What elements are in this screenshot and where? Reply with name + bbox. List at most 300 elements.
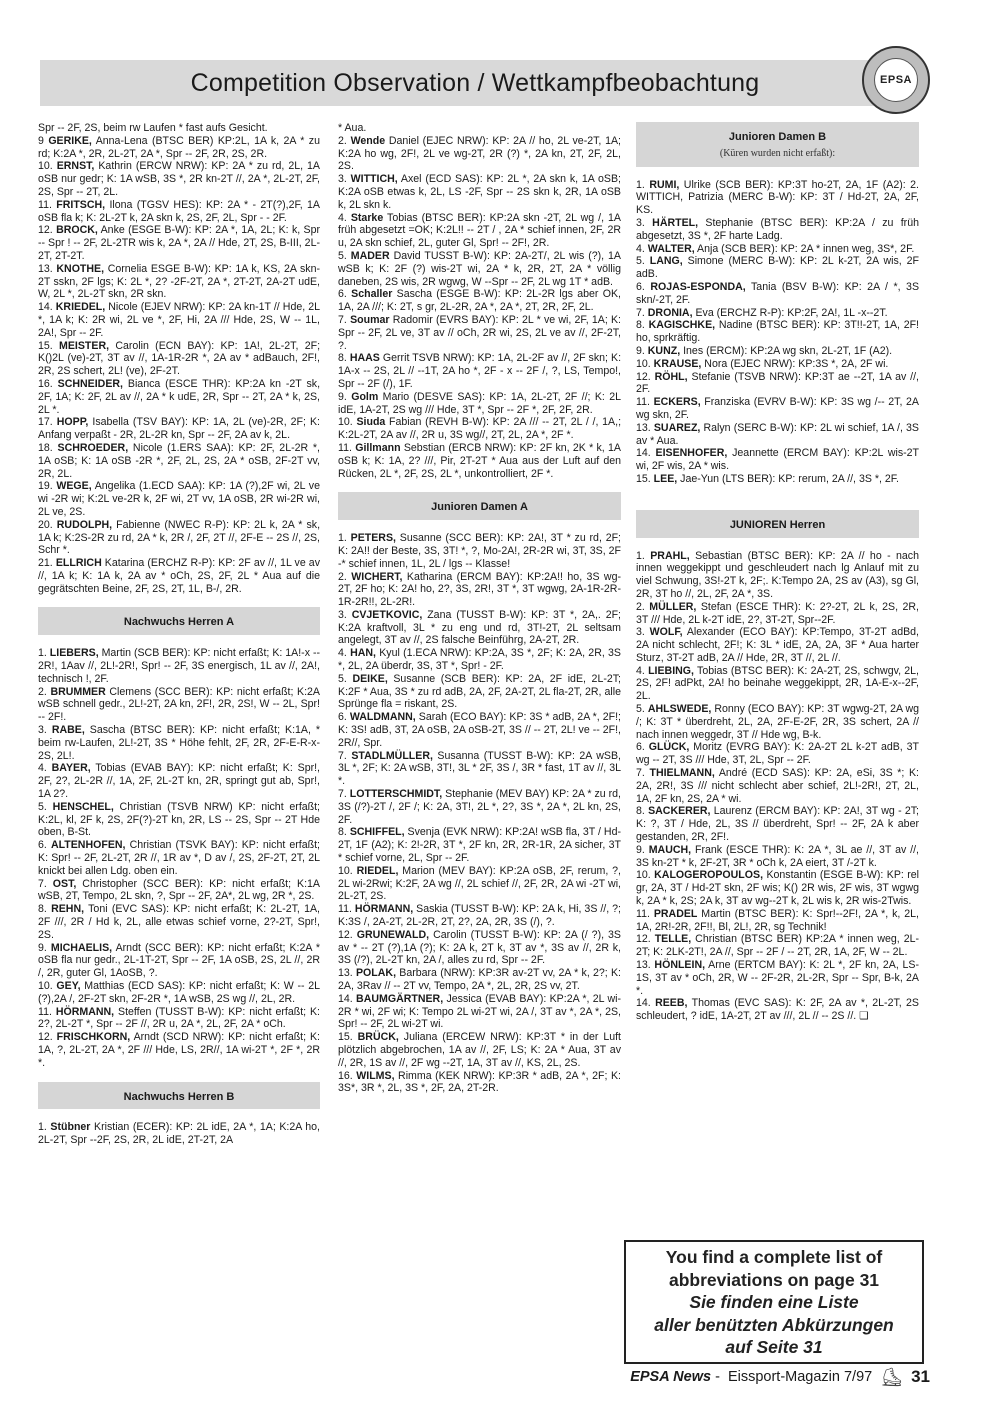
- skater-name: WITTICH,: [350, 173, 398, 186]
- skater-name: GRUNEWALD,: [356, 928, 430, 941]
- entry-number: 11.: [636, 907, 654, 920]
- notice-german-line-2: aller benützten Abkürzungen: [654, 1314, 894, 1335]
- entry-number: 9.: [38, 941, 51, 954]
- entry-number: 3.: [338, 608, 352, 621]
- entry: [38, 878, 320, 904]
- entry-text: Marion (MEV BAY): KP:2A oSB, 2F, rerum, ?, 2L wi-2Rwi; K:2F, 2A wg //, 2L schief //, 2F, 2R, 2A wi -2T wi, 2L-2T, 2S.: [338, 864, 621, 903]
- entry-text: Christian (BTSC BER) KP:2A * innen weg, 2L-2T; K: 2LK-2T!, 2A //, Spr -- 2F / -- 2T, 2R, 1A, 2F, W -- 2L.: [636, 933, 920, 959]
- entry-number: 7.: [338, 313, 351, 326]
- entry-number: 4.: [338, 211, 351, 224]
- skater-name: BAYER,: [51, 762, 91, 775]
- entry-text: Anja (SCB BER): KP: 2A * innen weg, 3S*, 2F.: [694, 242, 915, 255]
- skater-icon: ⛸: [880, 1366, 904, 1387]
- skater-name: RÖHL,: [654, 370, 688, 383]
- entry-text: Isabella (TSV BAY): KP: 1A, 2L (ve)-2R, 2F; K: Anfang verpaßt - 2R, 2L-2R kn, Spr -- 2F, 2A av k, 2L.: [38, 416, 320, 442]
- skater-name: PRADEL: [653, 907, 698, 920]
- skater-name: Golm: [351, 390, 379, 403]
- abbreviations-notice: [624, 1240, 924, 1364]
- entry: [636, 844, 919, 870]
- skater-name: RUMI,: [649, 178, 680, 191]
- entry-text: Arne (ERTCM BAY): K: 2L *, 2F kn, 2A, LS-1S, 3T av * oCh, 2R, W -- 2F-2R, 2L-2R, Spr -- Spr, B-k, 2A *.: [636, 959, 919, 997]
- entry-number: 9.: [636, 344, 648, 357]
- entry-number: 10.: [636, 357, 654, 370]
- entry-number: 12.: [636, 933, 655, 946]
- skater-name: KALOGEROPOULOS,: [654, 869, 764, 882]
- column-3: [636, 122, 919, 1023]
- entry-number: 1.: [38, 1121, 51, 1134]
- entry-number: 4.: [338, 647, 351, 660]
- skater-name: MEISTER,: [59, 339, 110, 352]
- entry-number: 15.: [38, 339, 60, 352]
- entry-text: Nadine (BTSC BER): KP: 3T!!-2T, 1A, 2F! ho, sprkräftig.: [636, 319, 920, 345]
- entry: [636, 396, 919, 422]
- entry-text: Svenja (EVK NRW): KP:2A! wSB fla, 3T / Hd-2T, 1F (A2); K: 2!-2R, 3T *, 2F kn, 2R, 2R-1R, 2A sicher, 3T * schief vorne, 2L, Spr -- 2F.: [338, 826, 622, 865]
- entry: [338, 1070, 621, 1096]
- entry-number: 11.: [38, 1005, 56, 1018]
- skater-name: HENSCHEL,: [52, 800, 114, 813]
- entry-text: Katharina (ERCM BAY): KP:2A!! ho, 3S wg-2T, 2F ho; K: 2A! ho, 2?, 3S, 2R!, 3T *, 3T wgwg, 2A-1R-2R-1R-2R!!, 2L-2R!.: [338, 570, 622, 609]
- skater-name: ELLRICH: [55, 557, 102, 570]
- skater-name: GEY,: [56, 980, 81, 992]
- entry: [38, 1031, 320, 1069]
- entry-text: Ulrike (SCB BER): KP:3T ho-2T, 2A, 1F (A2): 2. WITTICH, Patrizia (MERC B-W): KP: 3T / Hd-2T, 2A, 2F, KS.: [636, 178, 919, 217]
- entry-number: 5.: [636, 255, 650, 268]
- entry-number: 8.: [636, 319, 649, 332]
- skater-name: HÄRTEL,: [652, 216, 699, 229]
- entry-text: Sarah (ECO BAY): KP: 3S * adB, 2A *, 2F!; K: 3S! adB, 3T, 2A oSB, 2A oSB-2T, 3S // -- 2T, 2L! ve -- 2F!, 2R//, Spr.: [338, 711, 621, 749]
- section-subheading-junioren-damen-b: (Küren wurden nicht erfaßt):: [636, 148, 919, 167]
- skater-name: RIEDEL,: [356, 864, 399, 877]
- entry-text: Fabienne (NWEC R-P): KP: 2L k, 2A * sk, 1A k; K:2S-2R zu rd, 2A * k, 2R /, 2F, 2T //, 2F-E -- 2S //, 2S, Schr *.: [38, 518, 321, 557]
- entry-text: Axel (ECD SAS): KP: 2L *, 2A skn k, 1A oSB; K:2A oSB etwas k, 2L, LS -2F, Spr -- 2S skn k, 2R, 1A oSB k, 2L skn k.: [338, 173, 622, 211]
- entry: [636, 959, 919, 997]
- entry: [38, 942, 320, 980]
- page-title: Competition Observation / Wettkampfbeobachtung: [190, 68, 760, 97]
- skater-name: MAUCH,: [648, 843, 692, 856]
- entry-text: Daniel (EJEC NRW): KP: 2A // ho, 2L ve-2T, 1A; K:2A ho wg, 2F!, 2L ve wg-2T, 2R (?) *, 2A kn, 2T, 2F, 2L, 2S.: [338, 134, 622, 173]
- column-1: [38, 122, 320, 1147]
- entry-text: Juliana (ERCEW NRW): KP:3T * in der Luft plötzlich abgebrochen, 1A av //, 2F, LS; K: 2A * Aua, 3T av //, 2R, 1S av //, 2F wg --2T, 1A, 3T av //, KS, 2L, 2S.: [338, 1031, 621, 1069]
- entry-text: Stefanie (TSVB NRW): KP:3T ae --2T, 1A av //, 2F.: [636, 370, 920, 396]
- entry-number: 6.: [338, 288, 352, 301]
- entry: [38, 340, 320, 378]
- entry-text: Zana (TUSST B-W): KP: 3T *, 2A,. 2F; K:2A kraftvoll, 3L * zu eng und rd, 3T!-2T, 2L seltsam angelegt, 3T av //, 2S falsche Beinführg, 2A-2T, 2R.: [338, 608, 621, 647]
- entry-text: Christian (TSVK BAY): KP: nicht erfaßt; K: Spr! -- 2F, 2L-2T, 2R //, 1R av *, D av /, 2S, 2F-2T, 2T, 2L knickt bei allen Ldg. oben ein.: [38, 839, 320, 877]
- entry: [38, 224, 320, 262]
- entry: [338, 135, 621, 173]
- entry-text: Arndt (SCD NRW): KP: nicht erfaßt; K: 1A, ?, 2L-2T, 2A *, 2F /// Hde, LS, 2R//, 1A wi-2T *, 2F *, 2R *.: [38, 1031, 320, 1069]
- skater-name: KRAUSE,: [653, 357, 702, 370]
- entry-text: Kristian (ECER): KP: 2L idE, 2A *, 1A; K:2A ho, 2L-2T, Spr --2F, 2S, 2R, 2L idE, 2T-2T, 2A: [38, 1121, 321, 1147]
- skater-name: BROCK,: [56, 224, 98, 237]
- skater-name: DEIKE,: [352, 672, 388, 685]
- entry-number: 7.: [338, 788, 350, 801]
- entry: [636, 665, 919, 703]
- entry-text: Matthias (ECD SAS): KP: nicht erfaßt; K: W -- 2L (?),2A /, 2F-2T skn, 2F-2R *, 1A wSB, 2S wg //, 2L, 2R.: [38, 980, 320, 1005]
- skater-name: ROJAS-ESPONDA,: [650, 280, 746, 293]
- entry: [338, 173, 621, 211]
- entry: [38, 263, 320, 301]
- entry-number: 3.: [338, 173, 351, 186]
- skater-name: HÖNLEIN,: [654, 959, 706, 972]
- section-heading-junioren-damen-b: Junioren Damen B: [636, 122, 919, 150]
- entry: [636, 869, 919, 907]
- section-heading-junioren-herren: JUNIOREN Herren: [636, 510, 919, 538]
- entry-number: 5.: [38, 800, 53, 813]
- entry-text: Eva (ERCHZ R-P): KP:2F, 2A!, 1L -x--2T.: [692, 306, 888, 319]
- entry: [338, 1031, 621, 1069]
- entry: [636, 307, 919, 320]
- entry-text: Nicole (1.ERS SAA): KP: 2F, 2L-2R *, 1A oSB; K: 1A oSB -2R *, 2F, 2L, 2S, 2A * oSB, 2F-2T vv, 2R, 2L.: [38, 441, 321, 480]
- entry-text: Rimma (KEK NRW): KP:3R * adB, 2A *, 2F; K: 3S*, 3R *, 2L, 3S *, 2F, 2A, 2T-2R.: [338, 1069, 621, 1095]
- skater-name: AHLSWEDE,: [647, 703, 712, 716]
- skater-name: CVJETKOVIC,: [351, 608, 423, 621]
- entry: [38, 903, 320, 941]
- entry-number: 11.: [636, 396, 654, 409]
- entry: [338, 647, 621, 673]
- entry-text: Sebstian (ERCB NRW): KP: 2F kn, 2K * k, 1A oSB k; K: 1A, 2? ///, Pir, 2T-2T * Aua aus der Luft auf den Rücken, 2L *, 2F, 2S, 2L *, unkontrolliert, 2F *.: [338, 441, 621, 480]
- skater-name: SCHNEIDER,: [57, 377, 123, 390]
- entry-number: 14.: [636, 447, 656, 460]
- entry: [338, 673, 621, 711]
- notice-german-line-1: Sie finden eine Liste: [689, 1292, 859, 1312]
- entry-number: 13.: [338, 967, 356, 980]
- skater-name: PETERS,: [350, 532, 396, 545]
- entry-number: 2.: [338, 134, 351, 147]
- entry-number: 7.: [636, 306, 648, 319]
- entry-text: Susanne (SCC BER): KP: 2A!, 3T * zu rd, 2F; K: 2A!! der Beste, 3S, 3T! *, ?, Mo-2A!, 2R-2R wi, 3T, 3S, 2F -* schief innen, 1L, 2L / lgs -- Klasse!: [338, 532, 621, 570]
- entry-number: 16.: [338, 1069, 357, 1082]
- skater-name: Gillmann: [355, 441, 401, 454]
- footer-magazine: Eissport-Magazin 7/97: [727, 1369, 873, 1385]
- entry-text: Laurenz (ERCM BAY): KP: 2A!, 3T wg - 2T; K: ?, 3T / Hde, 2L, 3S // überdreht, Spr! -- 2F, 2A k aber gestanden, 2R, 2F!.: [636, 805, 919, 844]
- entry-text: Moritz (EVRG BAY): K: 2A-2T 2L k-2T adB, 3T wg -- 2T, 3S /// Hde, 3T, 2L, Spr -- 2F.: [636, 741, 920, 767]
- entry-number: 12.: [38, 1031, 57, 1044]
- entry: [338, 903, 621, 929]
- page-number: 31: [911, 1367, 930, 1386]
- entry-text: Ronny (ECO BAY): KP: 3T wgwg-2T, 2A wg /; K: 3T * überdreht, 2L, 2A, 2F-E-2F, 2R, 3S schert, 2A // nach innen weggedr, 3T // Hde wg, B-k.: [636, 703, 919, 741]
- skater-name: LIEBERS,: [49, 647, 99, 660]
- entry-text: Saskia (TUSST B-W): KP: 2A k, Hi, 3S //, ?; K:3S /, 2A-2T, 2L-2R, 2T, 2?, 2A, 2R, 3S (/), ?.: [338, 903, 621, 929]
- entry-number: 13.: [636, 421, 654, 434]
- skater-name: HÖRMANN,: [55, 1005, 115, 1018]
- entry: [636, 255, 919, 281]
- entry-number: 8.: [38, 903, 52, 916]
- entry-text: Steffen (TUSST B-W): KP: nicht erfaßt; K: 2?, 2L-2T *, Spr -- 2F //, 2R u, 2A *, 2L, 2F, 2A * oCh.: [38, 1005, 320, 1031]
- skater-name: FRITSCH,: [56, 198, 106, 211]
- entry-number: 2.: [338, 570, 352, 583]
- footer-separator: -: [711, 1369, 724, 1385]
- entry: [338, 826, 621, 864]
- entry: [636, 281, 919, 307]
- entry-number: 14.: [38, 301, 56, 314]
- entry: [636, 767, 919, 805]
- footer-brand: EPSA News: [630, 1369, 712, 1385]
- notice-english-line-2: abbreviations on page 31: [668, 1269, 880, 1290]
- entry-number: 8.: [636, 805, 649, 818]
- entry: [338, 865, 621, 903]
- entry: [38, 724, 320, 762]
- skater-name: GLÜCK,: [648, 741, 690, 754]
- entry-number: 19.: [38, 480, 57, 493]
- skater-name: WOLF,: [649, 626, 683, 639]
- skater-name: LIEBING,: [648, 664, 694, 677]
- entry-number: 11.: [338, 441, 356, 454]
- column-2: [338, 122, 621, 1095]
- skater-name: EISENHOFER,: [655, 447, 728, 460]
- entry: [338, 532, 621, 570]
- entry: [338, 314, 621, 352]
- entry-text: Martin (BTSC BER): K: Spr!--2F!, 2A *, k, 2L, 1A, 2R!-2R, 2F!!, Bl, 2L!, 2R, sg Technik!: [636, 907, 919, 933]
- entry: [338, 571, 621, 609]
- skater-name: BRUMMER: [50, 685, 106, 698]
- entry-text: Jessica (EVAB BAY): KP:2A *, 2L wi-2R * wi, 2F wi; K: Tempo 2L wi-2T wi, 2A /, 3T av *, 2A *, 2S, Spr! -- 2F, 2L wi-2T wi.: [338, 992, 621, 1031]
- skater-name: SCHROEDER,: [57, 441, 129, 454]
- entry: [38, 519, 320, 557]
- skater-name: SUAREZ,: [653, 421, 701, 434]
- entry-text: Mario (DESVE SAS): KP: 1A, 2L-2T, 2F //; K: 2L idE, 1A-2T, 2S wg /// Hde, 3T *, Spr -- 2F *, 2F, 2F, 2R.: [338, 390, 622, 416]
- entry-number: 1.: [636, 178, 650, 191]
- skater-name: WEGE,: [56, 480, 92, 493]
- entry-number: 13.: [636, 959, 655, 972]
- entry-text: Christopher (SCC BER): KP: nicht erfaßt; K:1A wSB, 2T, Tempo, 2L skn, ?, Spr -- 2F, 2A*, 2L wg, 2R *, 2S.: [38, 877, 320, 903]
- entry-number: 14.: [338, 992, 357, 1005]
- entry: [636, 179, 919, 217]
- entry: Spr -- 2F, 2S, beim rw Laufen * fast aufs Gesicht.: [38, 122, 268, 134]
- entry-number: 16.: [38, 377, 58, 390]
- entry: [38, 1121, 320, 1147]
- entry-text: Jae-Yun (LTS BER): KP: rerum, 2A //, 3S *, 2F.: [677, 472, 899, 485]
- skater-name: KRIEDEL,: [55, 301, 106, 314]
- skater-name: LOTTERSCHMIDT,: [349, 788, 443, 801]
- entry-number: 4.: [636, 664, 649, 677]
- entry-number: 12.: [338, 928, 357, 941]
- entry-text: Sascha (ESGE B-W): KP: 2L-2R lgs aber OK, 1A, 2A ///; K: 2T, s gr, 2L-2R, 2A *, 2A *, 2T, 2R, 2F, 2L.: [338, 288, 622, 314]
- entry-number: 6.: [636, 280, 651, 293]
- entry-number: 2.: [636, 600, 650, 613]
- entry-number: 6.: [338, 711, 350, 724]
- skater-name: ALTENHOFEN,: [50, 839, 126, 852]
- entry-text: Stephanie (BTSC BER): KP:2A / zu früh abgesetzt, 3S *, 2F harte Ladg.: [636, 216, 919, 242]
- entry: [38, 442, 320, 480]
- entry: [338, 391, 621, 417]
- entry-text: Christian (TSVB NRW) KP: nicht erfaßt; K:2L, kl, 2F k, 2S, 2F(?)-2T kn, 2R, LS -- 2S, Spr -- 2T Hde oben, B-St.: [38, 800, 321, 839]
- entry-number: 7.: [338, 749, 352, 762]
- entry-text: Toni (EVC SAS): KP: nicht erfaßt; K: 2L-2T, 1A, 2F ///, 2R / Hd k, 2L, alle etwas schief vorne, 2?-2T, Spr!, 2S.: [38, 903, 320, 941]
- skater-name: LANG,: [649, 255, 683, 268]
- entry-text: Anna-Lena (BTSC BER) KP:2L, 1A k, 2A * zu rd; K:2A *, 2R, 2L-2T, 2A *, Spr -- 2F, 2R, 2S, 2R.: [38, 134, 320, 160]
- skater-name: RABE,: [51, 724, 85, 737]
- skater-name: THIELMANN,: [649, 767, 715, 780]
- skater-name: MICHAELIS,: [50, 941, 113, 954]
- entry: [636, 550, 919, 601]
- skater-name: PRAHL,: [650, 549, 690, 562]
- entry: [38, 557, 320, 595]
- skater-name: REHN,: [51, 903, 85, 916]
- entry-text: Angelika (1.ECD SAA): KP: 1A (?),2F wi, 2L ve wi -2R wi; K:2L ve-2R k, 2F wi, 2T vv, 1A oSB, 2R wi-2R wi, 2L ve, 2S.: [38, 480, 321, 518]
- skater-name: MÜLLER,: [649, 600, 697, 613]
- entry: [338, 416, 621, 442]
- entry-number: 5.: [636, 703, 648, 716]
- page-banner: [40, 60, 910, 106]
- entry: [38, 839, 320, 877]
- section-heading-nachwuchs-herren-a: Nachwuchs Herren A: [38, 607, 320, 635]
- entry-number: 4.: [38, 762, 52, 775]
- entry: [338, 711, 621, 749]
- entry-text: Simone (MERC B-W): KP: 2L k-2T, 2A wis, 2F adB.: [636, 255, 920, 281]
- entry-text: Stephanie (MEV BAY) KP: 2A * zu rd, 3S (/?)-2T /, 2F /; K: 2A, 3T!, 2L *, 2?, 3S *, 2A *, 2L kn, 2S, 2F.: [338, 788, 621, 826]
- skater-name: KAGISCHKE,: [648, 319, 716, 332]
- entry: [338, 442, 621, 480]
- entry: [636, 626, 919, 664]
- entry-number: 8.: [338, 826, 350, 839]
- entry-text: Cornelia ESGE B-W): KP: 1A k, KS, 2A skn-2T sskn, 2F lgs; K: 2L *, 2? -2F-2T, 2A *, 2T-2T, 2A-2T udE, W, 2L *, 2L-2T skn, 2R skn.: [38, 262, 321, 301]
- entry-text: Ines (ERCM): KP:2A wg skn, 2L-2T, 1F (A2).: [680, 344, 893, 357]
- entry-number: 11.: [338, 903, 355, 916]
- entry-number: 8.: [338, 352, 350, 365]
- skater-name: STADLMÜLLER,: [351, 749, 433, 762]
- skater-name: WALDMANN,: [349, 711, 416, 724]
- skater-name: Soumar: [350, 313, 390, 326]
- entry-number: 11.: [38, 198, 57, 211]
- notice-english-line-1: You find a complete list of: [665, 1247, 883, 1267]
- entry-number: 10.: [38, 980, 57, 992]
- entry: [38, 378, 320, 416]
- epsa-logo: [862, 46, 930, 114]
- entry-text: André (ECD SAS): KP: 2A, eSi, 3S *; K: 2A, 2R!, 3S /// nicht schlecht aber schief, 2L!-2R!, 2T, 2L, 1A, 2F kn, 2S, 2A * wi.: [636, 767, 919, 805]
- entry-number: 20.: [38, 518, 57, 531]
- entry-number: 7.: [38, 877, 53, 890]
- entry: [636, 217, 919, 243]
- skater-name: LEE,: [653, 472, 678, 485]
- entry: [38, 1006, 320, 1032]
- entry: [38, 762, 320, 800]
- entry: [338, 929, 621, 967]
- entry: * Aua.: [338, 122, 367, 134]
- skater-name: GERIKE,: [48, 134, 92, 147]
- entry-text: Arndt (SCC BER): KP: nicht erfaßt; K:2A * oSB fla nur gedr., 2L-1T-2T, Spr -- 2F, 1A oSB, 2S, 2L //, 2R /, 2R, guter Gl, 1AoSB, ?.: [38, 941, 320, 980]
- entry-number: 5.: [338, 672, 353, 685]
- skater-name: OST,: [52, 877, 77, 890]
- skater-name: POLAK,: [355, 967, 397, 980]
- page-footer: [570, 1364, 930, 1390]
- entry-number: 3.: [636, 216, 653, 229]
- entry: [338, 250, 621, 288]
- entry-text: Sascha (BTSC BER): KP: nicht erfaßt; K:1A, * beim rw-Laufen, 2L!-2T, 3S * Höhe fehlt, 2F, 2R, 2F-E-R-x-2S, 2L!.: [38, 724, 321, 762]
- entry-text: David TUSST B-W): KP: 2A-2T/, 2L wis (?), 1A wSB k; K: 2F (?) wis-2T wi, 2A * k, 2R, 2T, 2A * völlig daneben, 2S wis, 2R wgwg, W --Spr -- 2F, 2L wg 1T * adB.: [338, 249, 621, 288]
- entry-text: Ilona (TGSV HES): KP: 2A * - 2T(?),2F, 1A oSB fla k; K: 2L-2T k, 2A skn k, 2S, 2F, 2L, Spr - - 2F.: [38, 198, 320, 224]
- entry-number: 1.: [636, 549, 651, 562]
- entry-number: 12.: [38, 224, 57, 237]
- entry: [636, 447, 919, 473]
- entry-text: Stefan (ESCE THR): K: 2?-2T, 2L k, 2S, 2R, 3T /// Hde, 2L k-2T idE, 2?, 3T-2T, Spr--2F.: [636, 600, 920, 626]
- entry-text: Tobias (BTSC BER): K: 2A-2T, 2S, schwgv, 2L, 2S, 2F! adPkt, 2A! ho beinahe weggekippt, 2R, 1A-E-x--2F, 2L.: [636, 664, 919, 703]
- entry-number: 14.: [636, 997, 656, 1010]
- entry-number: 10.: [338, 864, 357, 877]
- entry-number: 15.: [338, 1031, 358, 1044]
- entry: [636, 473, 919, 486]
- entry-text: Nora (EJEC NRW): KP:3S *, 2A, 2F wi.: [701, 357, 889, 370]
- entry-text: Alexander (ECO BAY): KP:Tempo, 3T-2T adBd, 2A nicht schlecht, 2F!; K: 3L * idE, 2A, 2A, 3F * Aua harter Sturz, 3T-2T adB, 2A // Hde, 2R, 3T //, 2L //.: [636, 626, 919, 664]
- skater-name: DRONIA,: [647, 306, 693, 319]
- entry-text: Martin (SCB BER): KP: nicht erfaßt; K: 1A!-x -- 2R!, 1Aav //, 2L!-2R!, Spr! -- 2F, 3S energisch, 1L av //, 2A!, technisch !, 2F.: [38, 647, 320, 685]
- skater-name: WILMS,: [356, 1069, 395, 1082]
- entry: [636, 805, 919, 843]
- entry: [338, 212, 621, 250]
- entry-number: 15.: [636, 472, 654, 485]
- skater-name: HÖRMANN,: [354, 903, 414, 916]
- skater-name: KNOTHE,: [56, 262, 105, 275]
- entry-text: Susanna (TUSST B-W): KP: 2A wSB, 3L *, 2F; K: 2A wSB, 3T!, 3L * 2F, 3S /, 3R * fast, 1T av //, 3L *.: [338, 749, 621, 788]
- entry-text: Frank (ESCE THR): K: 2A *, 3L ae //, 3T av //, 3S kn-2T * k, 2F-2T, 3R * oCh k, 2A eiert, 3T /-2T k.: [636, 843, 920, 869]
- entry: [636, 319, 919, 345]
- skater-name: BRÜCK,: [357, 1031, 399, 1044]
- epsa-logo-text: EPSA: [880, 74, 912, 86]
- entry-text: Tobias (BTSC BER): KP:2A skn -2T, 2L wg /, 1A früh abgesetzt =OK; K:2L!! -- 2T / , 2A * schief innen, 2F, 2R u, 2A skn schief, 2L, guter Gl, Spr! -- 2F!, 2R.: [338, 211, 621, 250]
- entry-text: Konstantin (ESGE B-W): KP: rel gr, 2A, 3T / Hd-2T skn, 2F wis; K() 2R wis, 2F wis, 3T wgwg k, 2A * k, 2S; 2A k, 3T av wg--2T k, 2L wis k, 2R wis-2Twis.: [636, 869, 920, 908]
- entry: [338, 967, 621, 993]
- skater-name: ERNST,: [56, 160, 95, 173]
- entry-text: Nicole (EJEV NRW): KP: 2A kn-1T // Hde, 2L *, 1A k; K: 2R wi, 2L ve *, 2F, Hi, 2A /// Hde, 2S, W -- 1L, 2A!, Spr -- 2F.: [38, 301, 320, 339]
- skater-name: Siuda: [356, 416, 386, 429]
- entry-text: Sebastian (BTSC BER): KP: 2A // ho - nach innen weggekippt und geschleudert nach lg Anlauf mit zu viel Schwung, 3S!-2T k, 2F;. K:Tempo 2A, 2S av (A3), sg Gl, 2R, 3T ho //, 2L, 2F, 2A *, 3S.: [636, 549, 919, 600]
- entry-text: Kathrin (ERCW NRW): KP: 2A * zu rd, 2L, 1A oSB nur gedr; K: 1A wSB, 3S *, 2R kn-2T //, 2A *, 2L-2T, 2F, 2S, Spr -- 2T, 2L.: [38, 160, 320, 198]
- entry-number: 6.: [636, 741, 649, 754]
- skater-name: SACKERER,: [648, 805, 711, 818]
- entry: [38, 160, 320, 198]
- skater-name: FRISCHKORN,: [56, 1031, 131, 1044]
- entry: [636, 908, 919, 934]
- skater-name: WALTER,: [647, 242, 695, 255]
- section-heading-nachwuchs-herren-b: Nachwuchs Herren B: [38, 1082, 320, 1110]
- entry: [636, 422, 919, 448]
- entry-number: 9: [38, 134, 49, 147]
- entry: [38, 135, 320, 161]
- entry: [38, 647, 320, 685]
- entry-text: Tobias (EVAB BAY): KP: nicht erfaßt; K: Spr!, 2F, 2?, 2L-2R //, 1A, 2F, 2L-2T kn, 2R, springt gut ab, Spr!, 1A 2?.: [38, 762, 321, 801]
- entry: [636, 997, 919, 1023]
- entry: [38, 980, 320, 1006]
- entry: [338, 788, 621, 826]
- entry: [38, 416, 320, 442]
- entry-number: 2.: [38, 685, 51, 698]
- entry-number: 1.: [338, 532, 351, 545]
- entry: [38, 686, 320, 724]
- entry-number: 7.: [636, 767, 650, 780]
- entry-number: 17.: [38, 416, 57, 429]
- entry-number: 18.: [38, 441, 58, 454]
- entry: [338, 288, 621, 314]
- entry-text: Carolin (ECN BAY): KP: 1A!, 2L-2T, 2F; K()2L (ve)-2T, 3T av //, 1A-1R-2R *, 2A av * adBauch, 2F!, 2R, 2S schert, 2L! (ve), 2F-2T.: [38, 339, 321, 378]
- skater-name: REEB,: [655, 997, 688, 1010]
- skater-name: Stübner: [50, 1121, 91, 1134]
- entry-number: 12.: [636, 370, 655, 383]
- entry-number: 6.: [38, 839, 51, 852]
- skater-name: WICHERT,: [351, 570, 403, 583]
- entry-number: 3.: [38, 724, 52, 737]
- entry-text: Gerrit TSVB NRW): KP: 1A, 2L-2F av //, 2F skn; K: 1A-x -- 2S, 2L // --1T, 2A ho *, 2F - x -- 2F /, ?, LS, Tempo!, Spr -- 2F (/), 1F.: [338, 352, 622, 390]
- entry-text: Tania (BSV B-W): KP: 2A / *, 3S skn/-2T, 2F.: [636, 280, 920, 306]
- skater-name: Starke: [350, 211, 384, 224]
- entry-text: Ralyn (SERC B-W): KP: 2L wi schief, 1A /, 3S av * Aua.: [636, 421, 919, 447]
- entry: [636, 243, 919, 256]
- skater-name: ECKERS,: [653, 396, 701, 409]
- entry-number: 9.: [636, 843, 649, 856]
- entry-number: 1.: [38, 647, 50, 660]
- entry-text: Barbara (NRW): KP:3R av-2T vv, 2A * k, 2?; K: 2A, 3Rav // -- 2T vv, Tempo, 2A *, 2L, 2R, 2S vv, 2T.: [338, 967, 621, 992]
- skater-name: MADER: [350, 249, 390, 262]
- entry: [38, 801, 320, 839]
